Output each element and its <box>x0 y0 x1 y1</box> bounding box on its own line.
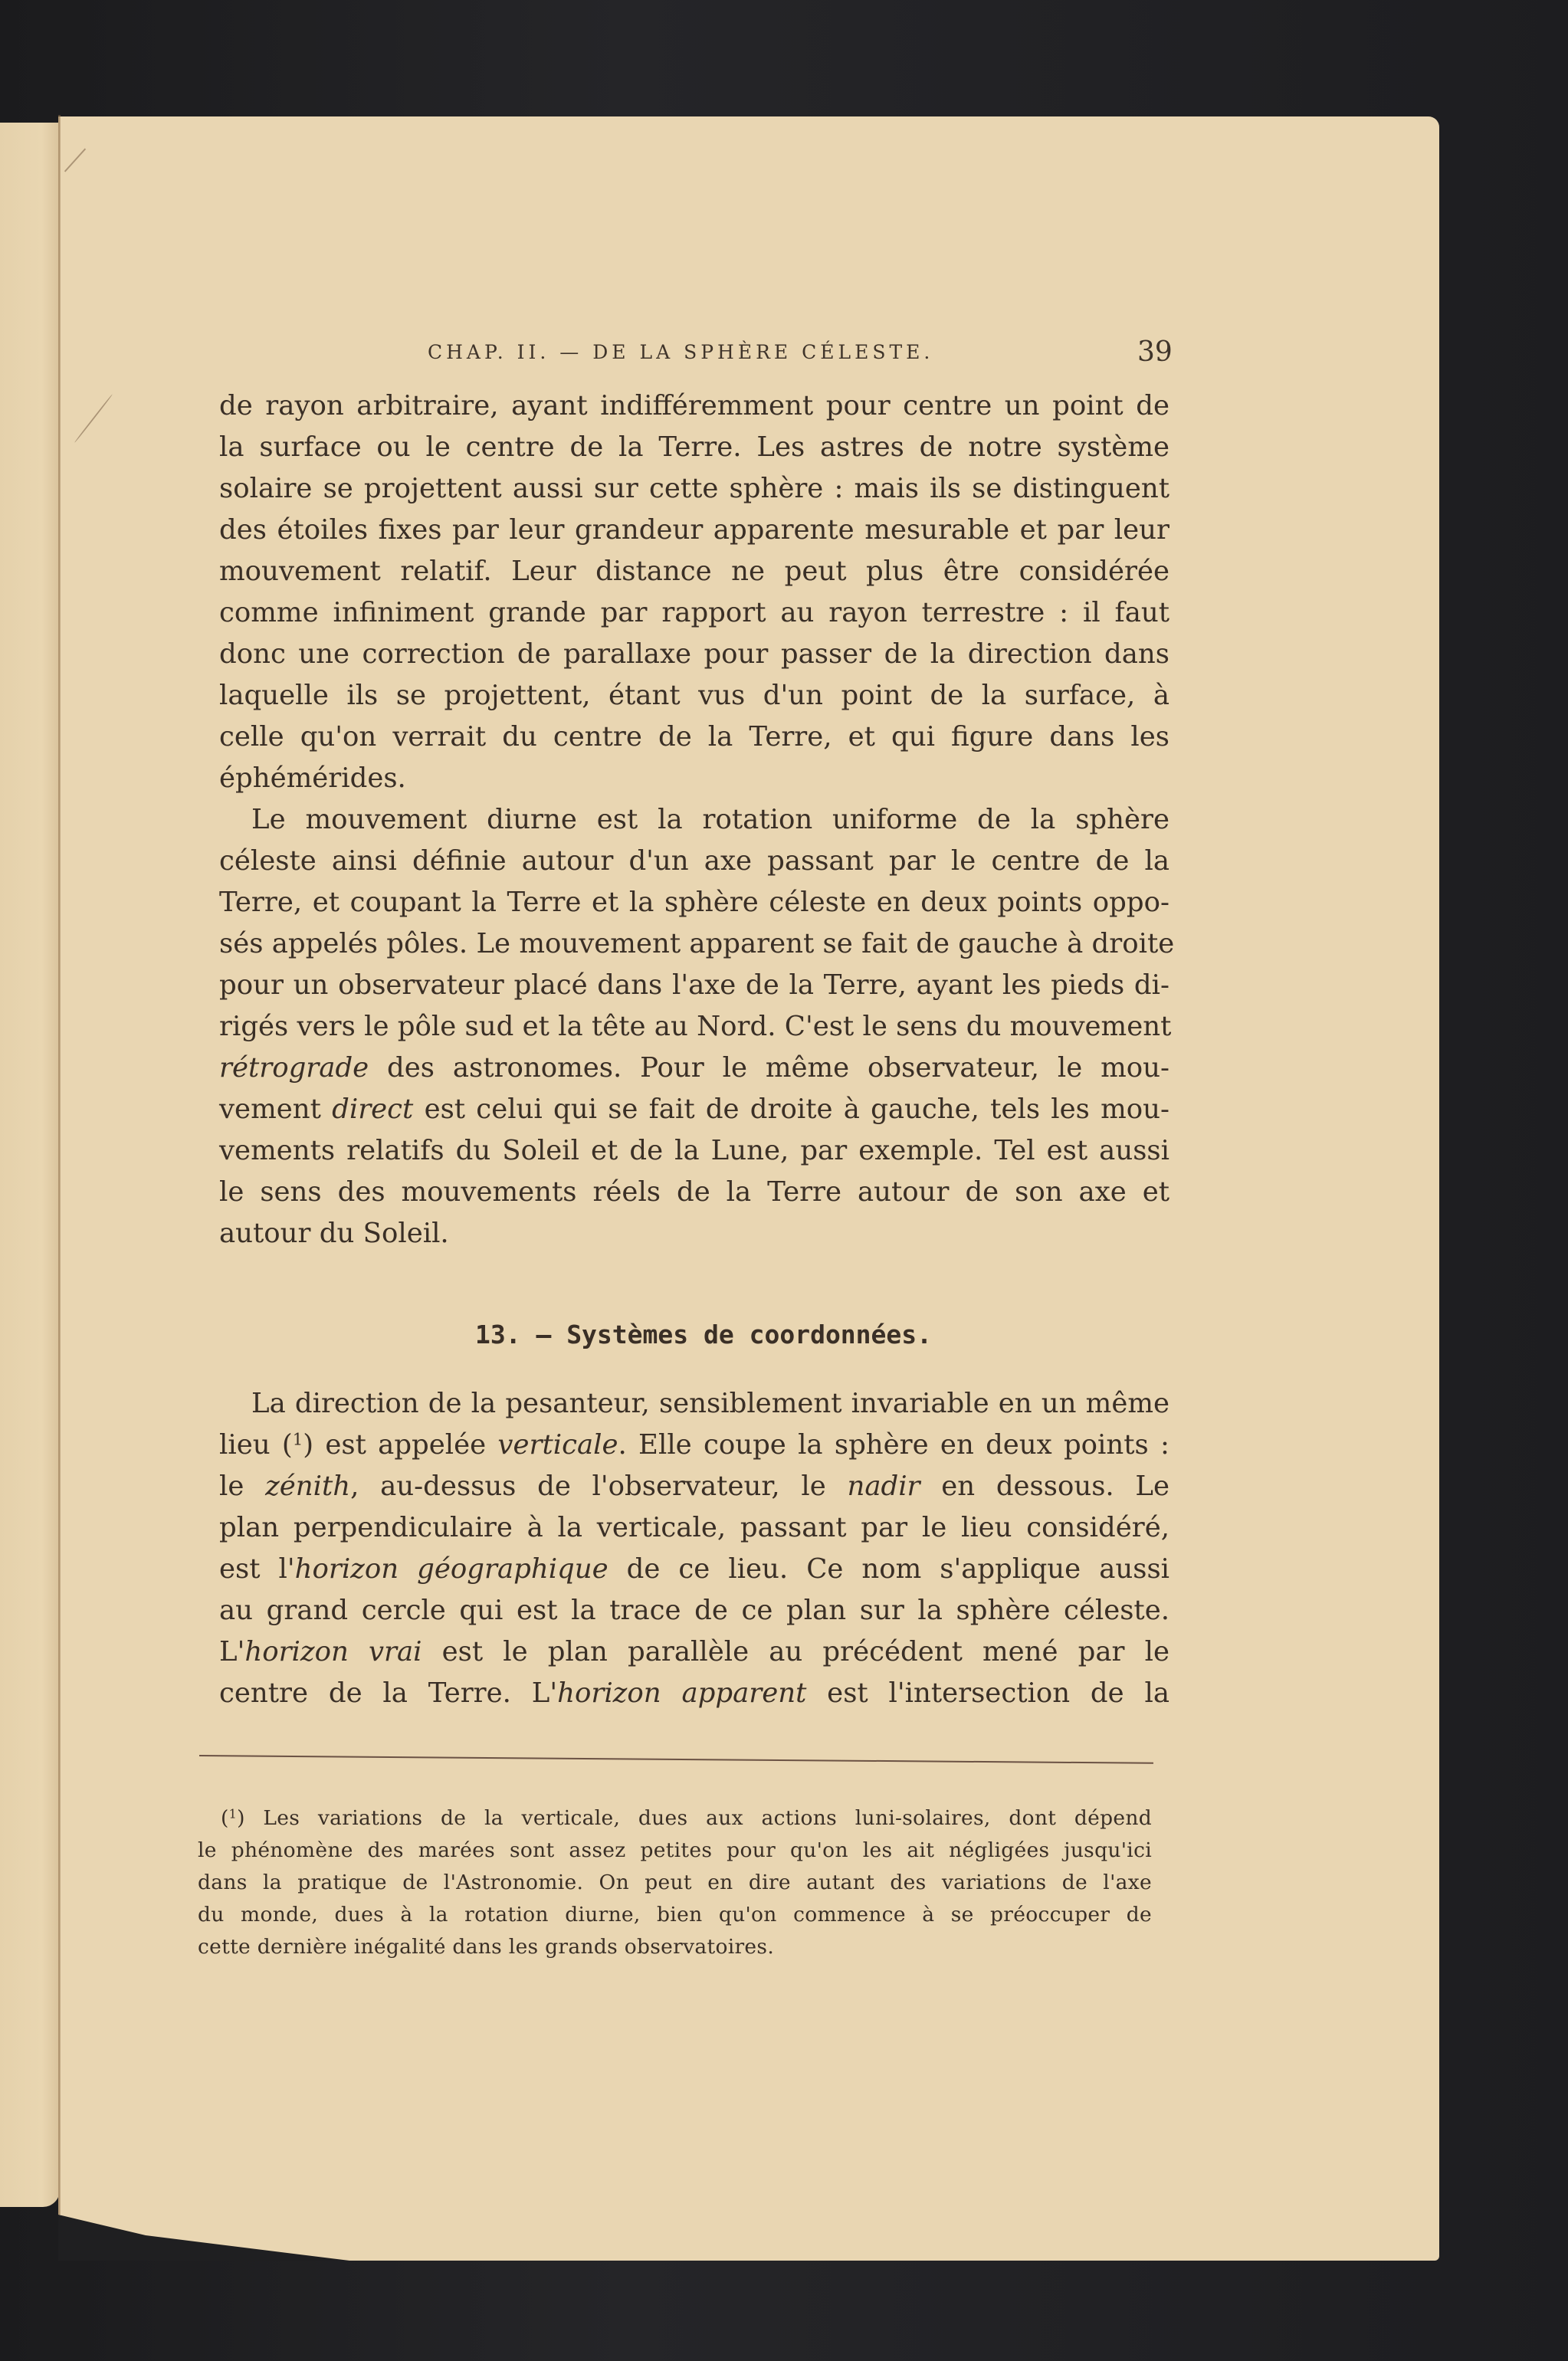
section-heading <box>0 1320 1568 1349</box>
italic-term: direct <box>332 1094 414 1125</box>
running-title: CHAP. II. — DE LA SPHÈRE CÉLESTE. <box>428 341 934 363</box>
italic-term: rétrograde <box>219 1052 369 1084</box>
running-head <box>0 336 1568 372</box>
text-line: éphémérides. <box>219 762 406 794</box>
text-line <box>219 1678 1169 1709</box>
text-run: est l' <box>219 1553 295 1585</box>
footnote-marker-close: ) <box>237 1806 245 1830</box>
text-run: le <box>219 1471 266 1502</box>
footnote-line: dans la pratique de l'Astronomie. On peut en dire autant des variations de l'axe <box>198 1871 1152 1894</box>
italic-term: nadir <box>847 1471 920 1502</box>
text-line: des étoiles fixes par leur grandeur apparente mesurable et par leur <box>219 514 1169 546</box>
text-run: lieu ( <box>219 1429 293 1461</box>
text-line: donc une correction de parallaxe pour passer de la direction dans <box>219 638 1169 670</box>
footnote-line <box>198 1807 1152 1830</box>
text-run: est celui qui se fait de droite à gauche, tels les mou- <box>413 1094 1169 1125</box>
text-line <box>219 1094 1169 1125</box>
footnote-line: cette dernière inégalité dans les grands observatoires. <box>198 1935 775 1959</box>
text-line <box>219 1471 1169 1502</box>
text-line: autour du Soleil. <box>219 1218 449 1249</box>
text-line: celle qu'on verrait du centre de la Terre, et qui figure dans les <box>219 721 1169 753</box>
text-line <box>219 1430 1169 1461</box>
text-line: plan perpendiculaire à la verticale, passant par le lieu considéré, <box>219 1512 1169 1543</box>
text-run: centre de la Terre. L' <box>219 1677 558 1709</box>
text-run: est le plan parallèle au précédent mené par le <box>422 1636 1169 1667</box>
text-line: le sens des mouvements réels de la Terre autour de son axe et <box>219 1176 1169 1208</box>
text-line: solaire se projettent aussi sur cette sphère : mais ils se distinguent <box>219 473 1169 504</box>
text-line <box>219 1637 1169 1667</box>
footnote-line: du monde, dues à la rotation diurne, bien qu'on commence à se préoccuper de <box>198 1903 1152 1927</box>
italic-term: zénith <box>265 1471 351 1502</box>
text-line <box>219 1554 1169 1585</box>
text-run: , au-dessus de l'observateur, le <box>350 1471 848 1502</box>
footnote-marker-number: 1 <box>228 1806 238 1822</box>
section-heading-text: 13. — Systèmes de coordonnées. <box>474 1320 933 1349</box>
footnote-line: le phénomène des marées sont assez petites pour qu'on les ait négligées jusqu'ici <box>198 1838 1152 1862</box>
text-line: mouvement relatif. Leur distance ne peut plus être considérée <box>219 556 1169 587</box>
text-run: Les variations de la verticale, dues aux actions luni-solaires, dont dépend <box>244 1806 1152 1830</box>
text-line: rigés vers le pôle sud et la tête au Nord. C'est le sens du mouvement <box>219 1011 1172 1042</box>
text-line: vements relatifs du Soleil et de la Lune, par exemple. Tel est aussi <box>219 1135 1169 1166</box>
text-line: sés appelés pôles. Le mouvement apparent se fait de gauche à droite <box>219 928 1175 959</box>
italic-term: horizon apparent <box>557 1677 807 1709</box>
text-run: en dessous. Le <box>920 1471 1170 1502</box>
footnote-ref[interactable]: 1 <box>292 1430 303 1450</box>
italic-term: verticale <box>497 1429 618 1461</box>
text-run: . Elle coupe la sphère en deux points : <box>618 1429 1169 1461</box>
text-line: céleste ainsi définie autour d'un axe passant par le centre de la <box>219 845 1169 877</box>
text-line: Terre, et coupant la Terre et la sphère céleste en deux points oppo- <box>219 887 1169 918</box>
text-run: vement <box>219 1094 333 1125</box>
text-line: pour un observateur placé dans l'axe de la Terre, ayant les pieds di- <box>219 969 1169 1001</box>
text-run: ) est appelée <box>303 1429 498 1461</box>
text-line: de rayon arbitraire, ayant indifféremment pour centre un point de <box>219 390 1169 421</box>
page-number: 39 <box>1137 336 1173 368</box>
text-line: comme infiniment grande par rapport au rayon terrestre : il faut <box>219 597 1169 628</box>
text-run: des astronomes. Pour le même observateur, le mou- <box>369 1052 1169 1084</box>
text-run: L' <box>219 1636 245 1667</box>
italic-term: horizon géographique <box>294 1553 609 1585</box>
footnote-marker-open: ( <box>221 1806 229 1830</box>
text-line: laquelle ils se projettent, étant vus d'un point de la surface, à <box>219 680 1169 711</box>
text-line <box>219 1053 1169 1084</box>
text-line: au grand cercle qui est la trace de ce plan sur la sphère céleste. <box>219 1595 1169 1626</box>
text-line: la surface ou le centre de la Terre. Les astres de notre système <box>219 431 1169 463</box>
footnote-marker <box>221 1806 245 1830</box>
page-fold <box>58 115 61 2215</box>
text-run: de ce lieu. Ce nom s'applique aussi <box>608 1553 1170 1585</box>
italic-term: horizon vrai <box>244 1636 422 1667</box>
text-line: Le mouvement diurne est la rotation uniforme de la sphère <box>251 804 1169 835</box>
text-run: est l'intersection de la <box>806 1677 1169 1709</box>
previous-page-edge <box>0 123 60 2207</box>
text-line: La direction de la pesanteur, sensiblement invariable en un même <box>251 1388 1169 1419</box>
